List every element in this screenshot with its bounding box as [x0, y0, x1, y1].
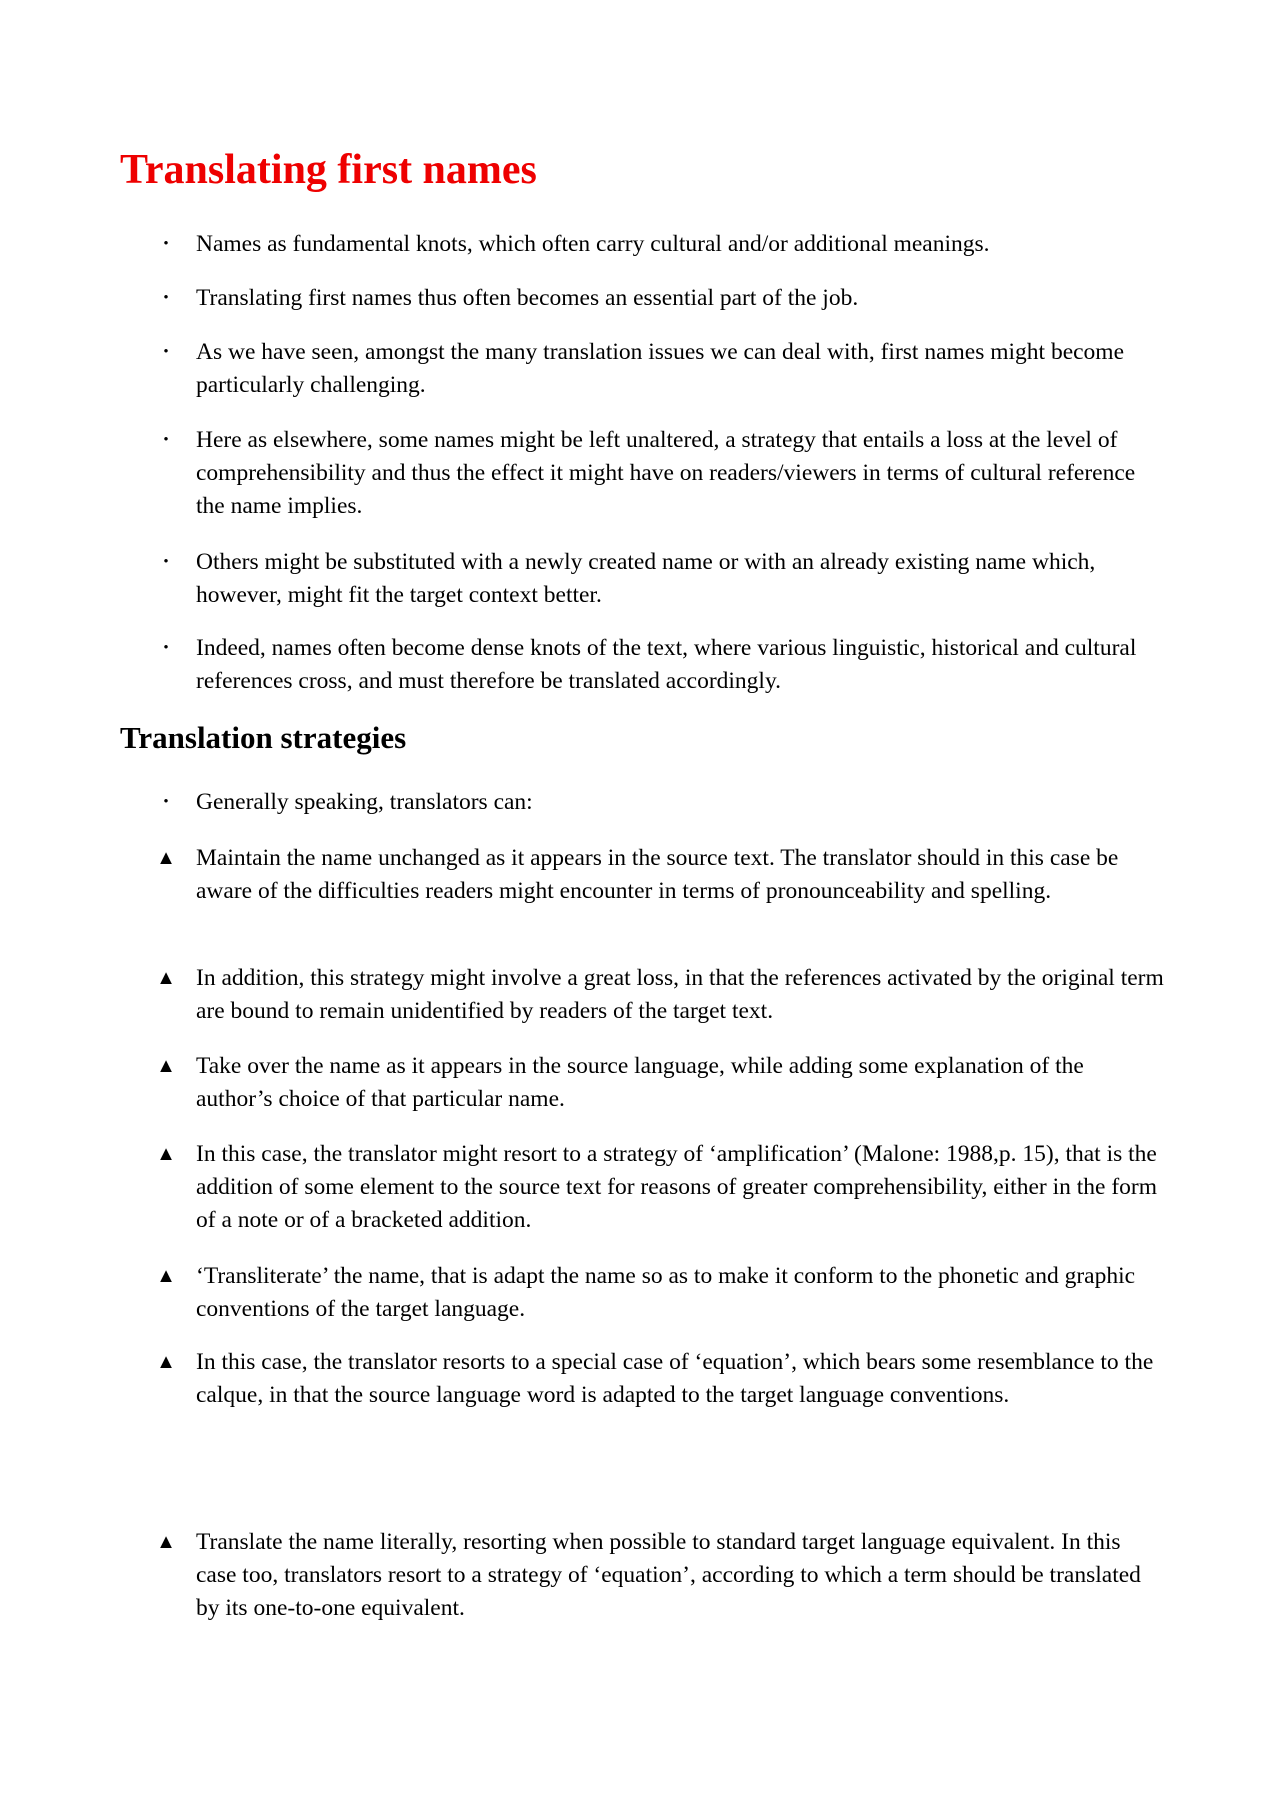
strategy-text: Take over the name as it appears in the source language, while adding some explanation of the author’s choice of that particular name. — [196, 1053, 1084, 1112]
triangle-bullet-icon: ▲ — [156, 1265, 176, 1287]
triangle-bullet-icon: ▲ — [156, 1055, 176, 1077]
intro-bullet — [163, 424, 1164, 523]
strategy-text: In addition, this strategy might involve a great loss, in that the references activated by the original term are bound to remain unidentified by readers of the target text. — [196, 965, 1164, 1024]
strategy-item — [156, 962, 1164, 1028]
intro-bullet — [163, 228, 1164, 261]
strategy-text: In this case, the translator resorts to a special case of ‘equation’, which bears some resemblance to the calque, in that the source language word is adapted to the target language conventions. — [196, 1349, 1154, 1408]
bullet-text: Others might be substituted with a newly created name or with an already existing name which, however, might fit the target context better. — [196, 549, 1096, 608]
intro-bullet — [163, 632, 1164, 698]
triangle-bullet-icon: ▲ — [156, 967, 176, 989]
triangle-bullet-icon: ▲ — [156, 1531, 176, 1553]
bullet-dot-icon: • — [163, 554, 169, 570]
bullet-text: Translating first names thus often becomes an essential part of the job. — [196, 285, 859, 311]
bullet-dot-icon: • — [163, 236, 169, 252]
strategy-item — [156, 1260, 1164, 1326]
strategy-text: ‘Transliterate’ the name, that is adapt the name so as to make it conform to the phonetic and graphic conventions of the target language. — [196, 1263, 1136, 1322]
strategy-text: Translate the name literally, resorting when possible to standard target language equivalent. In this case too, translators resort to a strategy of ‘equation’, according to which a term should be translated by its one-to-one equivalent. — [196, 1529, 1141, 1621]
intro-bullet — [163, 282, 1164, 315]
strategy-item — [156, 1138, 1164, 1237]
bullet-text: Here as elsewhere, some names might be left unaltered, a strategy that entails a loss at the level of comprehensibility and thus the effect it might have on readers/viewers in terms of cultural reference the name implies. — [196, 427, 1136, 519]
strategy-item — [156, 1050, 1164, 1116]
triangle-bullet-icon: ▲ — [156, 1143, 176, 1165]
bullet-dot-icon: • — [163, 432, 169, 448]
triangle-bullet-icon: ▲ — [156, 847, 176, 869]
bullet-dot-icon: • — [163, 290, 169, 306]
bullet-text: As we have seen, amongst the many translation issues we can deal with, first names might become particularly challenging. — [196, 339, 1125, 398]
strategy-lead — [163, 786, 1164, 819]
bullet-dot-icon: • — [163, 640, 169, 656]
bullet-text: Names as fundamental knots, which often carry cultural and/or additional meanings. — [196, 231, 990, 257]
bullet-text: Indeed, names often become dense knots of the text, where various linguistic, historical and cultural references cross, and must therefore be translated accordingly. — [196, 635, 1137, 694]
bullet-dot-icon: • — [163, 794, 169, 810]
triangle-bullet-icon: ▲ — [156, 1351, 176, 1373]
bullet-dot-icon: • — [163, 344, 169, 360]
strategy-text: In this case, the translator might resort to a strategy of ‘amplification’ (Malone: 1988,p. 15), that is the addition of some element to the source text for reasons of greater comprehensibility, either in the form of a note or of a bracketed addition. — [196, 1141, 1158, 1233]
strategy-item — [156, 842, 1164, 908]
bullet-text: Generally speaking, translators can: — [196, 789, 533, 815]
page-title: Translating first names — [120, 147, 537, 193]
strategy-text: Maintain the name unchanged as it appears in the source text. The translator should in this case be aware of the difficulties readers might encounter in terms of pronounceability and spelling. — [196, 845, 1119, 904]
strategy-item — [156, 1526, 1164, 1625]
strategy-item — [156, 1346, 1164, 1412]
intro-bullet — [163, 336, 1164, 402]
section-title: Translation strategies — [120, 720, 407, 755]
intro-bullet — [163, 546, 1164, 612]
